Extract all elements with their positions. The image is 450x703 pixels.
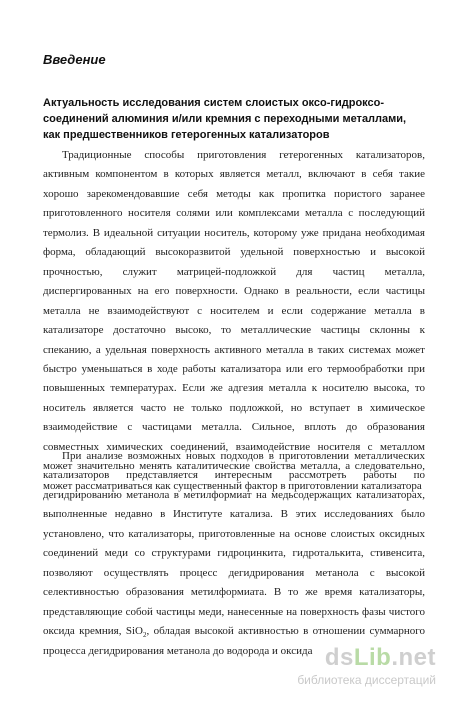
section-subheading: Актуальность исследования систем слоистых оксо-гидроксо-соединений алюминия и/или кремния с переходными металлами, как предшественников гетерогенных катализаторов (43, 97, 407, 141)
paragraph-2-tail: , обладая высокой активностью в отношении суммарного процесса дегидрирования метанола до водорода и оксида (43, 625, 425, 657)
watermark (297, 644, 436, 687)
body-paragraph-2 (43, 447, 425, 661)
watermark-logo: dsLib.net (324, 644, 436, 671)
watermark-tagline: библиотека диссертаций (297, 673, 436, 687)
paragraph-2-text: При анализе возможных новых подходов в приготовлении металлических катализаторов представляется интересным рассмотреть работы по дегидрированию метанола в метилформиат на медьсодержащих катализаторах, выполненные недавно в Институте катализа. В этих исследованиях было установлено, что катализаторы, приготовленные на основе слоистых оксидных соединений меди со структурами гидроцинкита, гидроталькита, стивенсита, позволяют осуществлять процесс дегидрирования метанола с высокой селективностью образования метилформиата. В то же время катализаторы, представляющие собой частицы меди, нанесенные на поверхность фазы чистого оксида кремния, (43, 450, 425, 638)
formula-main: SiO (125, 625, 143, 638)
formula-subscript: 2 (142, 631, 147, 640)
body-paragraph-1: Традиционные способы приготовления гетерогенных катализаторов, активным компонентом в которых является металл, включают в себя такие хорошо зарекомендовавшие себя методы как пропитка пористого заранее приготовленного носителя солями или комплексами металла с последующий термолиз. В идеальной ситуации носитель, которому уже придана необходимая форма, обладающий высокоразвитой удельной поверхностью и высокой прочностью, служит матрицей-подложкой для частиц металла, диспергированных на его поверхности. Однако в реальности, если частицы металла не взаимодействуют с носителем и если содержание металла в катализаторе достаточно высоко, то металлические частицы склонны к спеканию, а удельная поверхность активного металла в таких системах может быстро уменьшаться в ходе работы катализатора или его термообработки при повышенных температурах. Если же адгезия металла к носителю высока, то носитель является часто не только подложкой, но вступает в химическое взаимодействие с частицами металла. Сильное, вплоть до образования совместных химических соединений, взаимодействие носителя с металлом может значительно менять каталитические свойства металла, а следовательно, может рассматриваться как существенный фактор в приготовлении катализатора (43, 149, 425, 492)
formula-sio2 (125, 625, 147, 640)
section-heading: Введение (43, 52, 106, 67)
